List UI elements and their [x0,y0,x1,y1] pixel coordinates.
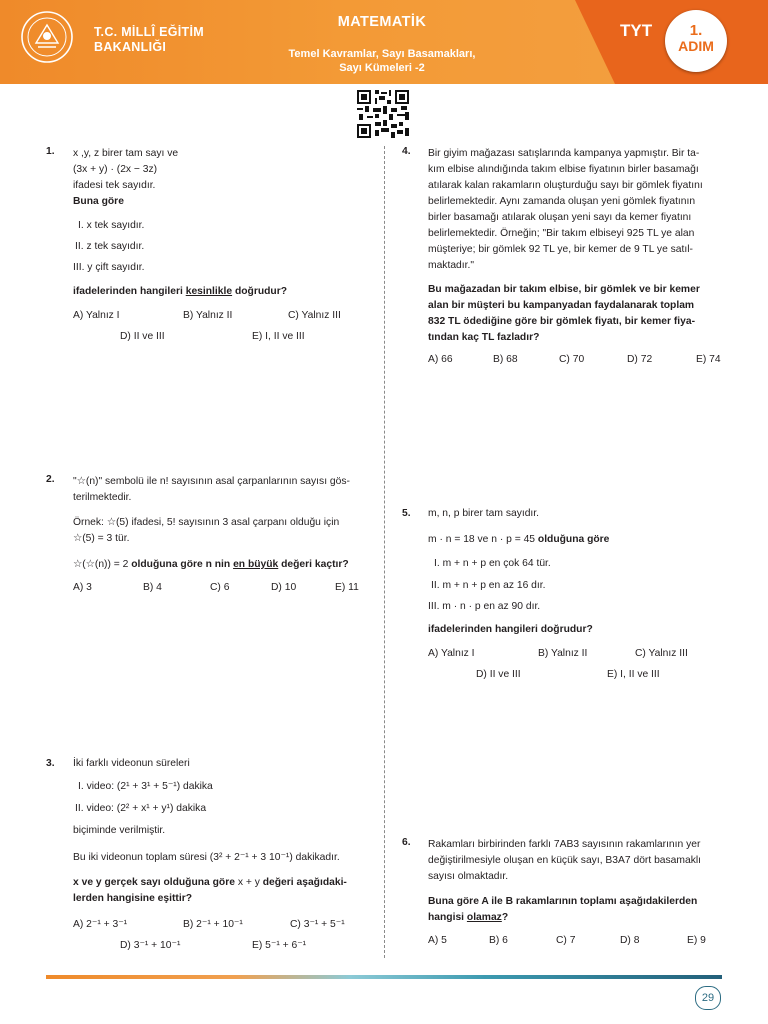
option-b[interactable]: B) 2⁻¹ + 10⁻¹ [183,919,243,930]
option-e[interactable]: E) 11 [335,582,359,593]
video-1-duration: I. video: (2¹ + 3¹ + 5⁻¹) dakika [78,781,213,792]
example-line: ☆(5) = 3 tür. [73,533,130,544]
option-a[interactable]: A) Yalnız I [73,310,120,321]
question-example [73,515,373,547]
condition-expression: m · n = 18 ve n · p = 45 [428,534,538,545]
question-stem [73,146,373,194]
stem-line: birler basamağı atılarak oluşan yeni sayı da kemer fiyatını [428,212,692,223]
question-ask [73,877,347,888]
stem-line: ifadesi tek sayıdır. [73,180,156,191]
option-a[interactable]: A) 2⁻¹ + 3⁻¹ [73,919,128,930]
option-e[interactable]: E) I, II ve III [607,669,660,680]
ask-line: Bu mağazadan bir takım elbise, bir gömlek ve bir kemer [428,284,700,295]
ask-expression: x + y [237,877,263,888]
exam-label: TYT [620,21,653,40]
ministry-line-1: T.C. MİLLÎ EĞİTİM [94,25,204,39]
topic-title [255,47,509,75]
stem-line: x ,y, z birer tam sayı ve [73,148,179,159]
option-a[interactable]: A) 66 [428,354,453,365]
ask-expression: ☆(☆(n)) = 2 [73,559,132,570]
question-stem [73,474,373,506]
statement-2: II. z tek sayıdır. [75,241,145,252]
question-stem [428,837,728,885]
ask-emphasis: en büyük [233,559,279,570]
question-ask [428,282,728,346]
ask-line: alan bir müşteri bu kampanyadan faydalanarak toplam [428,300,695,311]
statement-2: II. m + n + p en az 16 dır. [431,580,546,591]
question-number: 6. [402,837,411,848]
step-number: 1. [689,22,703,39]
ask-text: olduğuna göre n nin [131,559,234,570]
condition-text: olduğuna göre [537,534,610,545]
stem-line: Bir giyim mağazası satışlarında kampanya yapmıştır. Bir ta- [428,148,700,159]
ask-text: ? [501,912,509,923]
footer-bar [46,975,722,979]
option-d[interactable]: D) 3⁻¹ + 10⁻¹ [120,940,181,951]
option-c[interactable]: C) 7 [556,935,576,946]
ministry-line-2: BAKANLIĞI [94,40,167,54]
stem-line: müşteriye; bir gömlek 92 TL ye, bir kemer de 9 TL ye satıl- [428,244,693,255]
stem-line: Rakamları birbirinden farklı 7AB3 sayısının rakamlarının yer [428,839,701,850]
ask-line: Buna göre A ile B rakamlarının toplamı aşağıdakilerden [428,896,698,907]
question-number: 1. [46,146,55,157]
page-header [0,0,768,84]
stem-line: İki farklı videonun süreleri [73,758,190,769]
stem-condition [428,534,609,545]
topic-line-1: Temel Kavramlar, Sayı Basamakları, [288,48,476,60]
subject-title: MATEMATİK [337,14,427,30]
example-line: Örnek: ☆(5) ifadesi, 5! sayısının 3 asal çarpanı olduğu için [73,517,340,528]
stem-line: Bu iki videonun toplam süresi (3² + 2⁻¹ + 3 10⁻¹) dakikadır. [73,852,340,863]
stem-line: sayısı olmaktadır. [428,871,509,882]
ask-text: doğrudur? [232,286,287,297]
option-c[interactable]: C) 3⁻¹ + 5⁻¹ [290,919,345,930]
ask-text: değeri aşağıdaki- [262,877,347,888]
column-divider [384,146,385,958]
stem-line: terilmektedir. [73,492,132,503]
option-d[interactable]: D) II ve III [476,669,521,680]
ask-text: ifadelerinden hangileri [73,286,186,297]
stem-line: maktadır." [428,260,475,271]
option-b[interactable]: B) 68 [493,354,518,365]
option-a[interactable]: A) 3 [73,582,92,593]
option-b[interactable]: B) 6 [489,935,508,946]
question-lead: Buna göre [73,196,124,207]
video-2-duration: II. video: (2² + x¹ + y¹) dakika [75,803,207,814]
question-ask [73,286,287,297]
option-e[interactable]: E) 74 [696,354,721,365]
stem-line: (3x + y) · (2x − 3z) [73,164,158,175]
stem-line: biçiminde verilmiştir. [73,825,166,836]
option-e[interactable]: E) I, II ve III [252,331,305,342]
question-stem [428,146,728,274]
ministry-logo-icon [20,10,74,64]
option-b[interactable]: B) Yalnız II [538,648,588,659]
stem-line: "☆(n)" sembolü ile n! sayısının asal çarpanlarının sayısı gös- [73,476,350,487]
option-d[interactable]: D) 10 [271,582,297,593]
option-c[interactable]: C) 6 [210,582,230,593]
stem-line: kım elbise alındığında takım elbise fiyatının birler basamağı [428,164,699,175]
ask-line: tından kaç TL fazladır? [428,332,540,343]
option-d[interactable]: D) II ve III [120,331,165,342]
question-number: 5. [402,508,411,519]
statement-3: III. y çift sayıdır. [73,262,145,273]
question-number: 2. [46,474,55,485]
option-d[interactable]: D) 72 [627,354,653,365]
ask-text: hangisi [428,912,467,923]
stem-line: belirlemektedir. Örneğin; "Bir takım elbiseyi 925 TL ye alan [428,228,695,239]
question-ask [428,894,728,926]
option-d[interactable]: D) 8 [620,935,640,946]
stem-line: değiştirilmesiyle oluşan en küçük sayı, B3A7 dört basamaklı [428,855,701,866]
topic-line-2: Sayı Kümeleri -2 [339,62,425,74]
ask-emphasis: olamaz [466,912,502,923]
option-b[interactable]: B) 4 [143,582,162,593]
ask-emphasis: kesinlikle [185,286,233,297]
question-number: 3. [46,758,55,769]
ministry-name [94,25,204,55]
statement-1: I. x tek sayıdır. [78,220,145,231]
ask-text: değeri kaçtır? [278,559,349,570]
step-word: ADIM [678,38,714,54]
statement-3: III. m · n · p en az 90 dır. [428,601,541,612]
ask-line: 832 TL ödediğine göre bir gömlek fiyatı, bir kemer fiya- [428,316,696,327]
option-b[interactable]: B) Yalnız II [183,310,233,321]
option-c[interactable]: C) 70 [559,354,585,365]
option-a[interactable]: A) Yalnız I [428,648,475,659]
page-number: 29 [695,986,721,1010]
question-ask [73,558,349,570]
option-c[interactable]: C) Yalnız III [635,648,688,659]
statement-1: I. m + n + p en çok 64 tür. [434,558,551,569]
option-c[interactable]: C) Yalnız III [288,310,341,321]
question-number: 4. [402,146,411,157]
question-ask: ifadelerinden hangileri doğrudur? [428,624,593,635]
stem-line: m, n, p birer tam sayıdır. [428,508,540,519]
option-e[interactable]: E) 9 [687,935,706,946]
stem-line: atılarak kalan rakamların oluşturduğu sayı bir gömlek fiyatını [428,180,703,191]
ask-text: x ve y gerçek sayı olduğuna göre [73,877,238,888]
option-a[interactable]: A) 5 [428,935,447,946]
stem-line: belirlemektedir. Aynı zamanda oluşan yeni gömlek fiyatının [428,196,696,207]
question-ask-cont: lerden hangisine eşittir? [73,893,193,904]
qr-code-icon[interactable] [357,90,409,138]
option-e[interactable]: E) 5⁻¹ + 6⁻¹ [252,940,307,951]
ask-line [428,910,728,926]
step-badge [665,10,727,72]
